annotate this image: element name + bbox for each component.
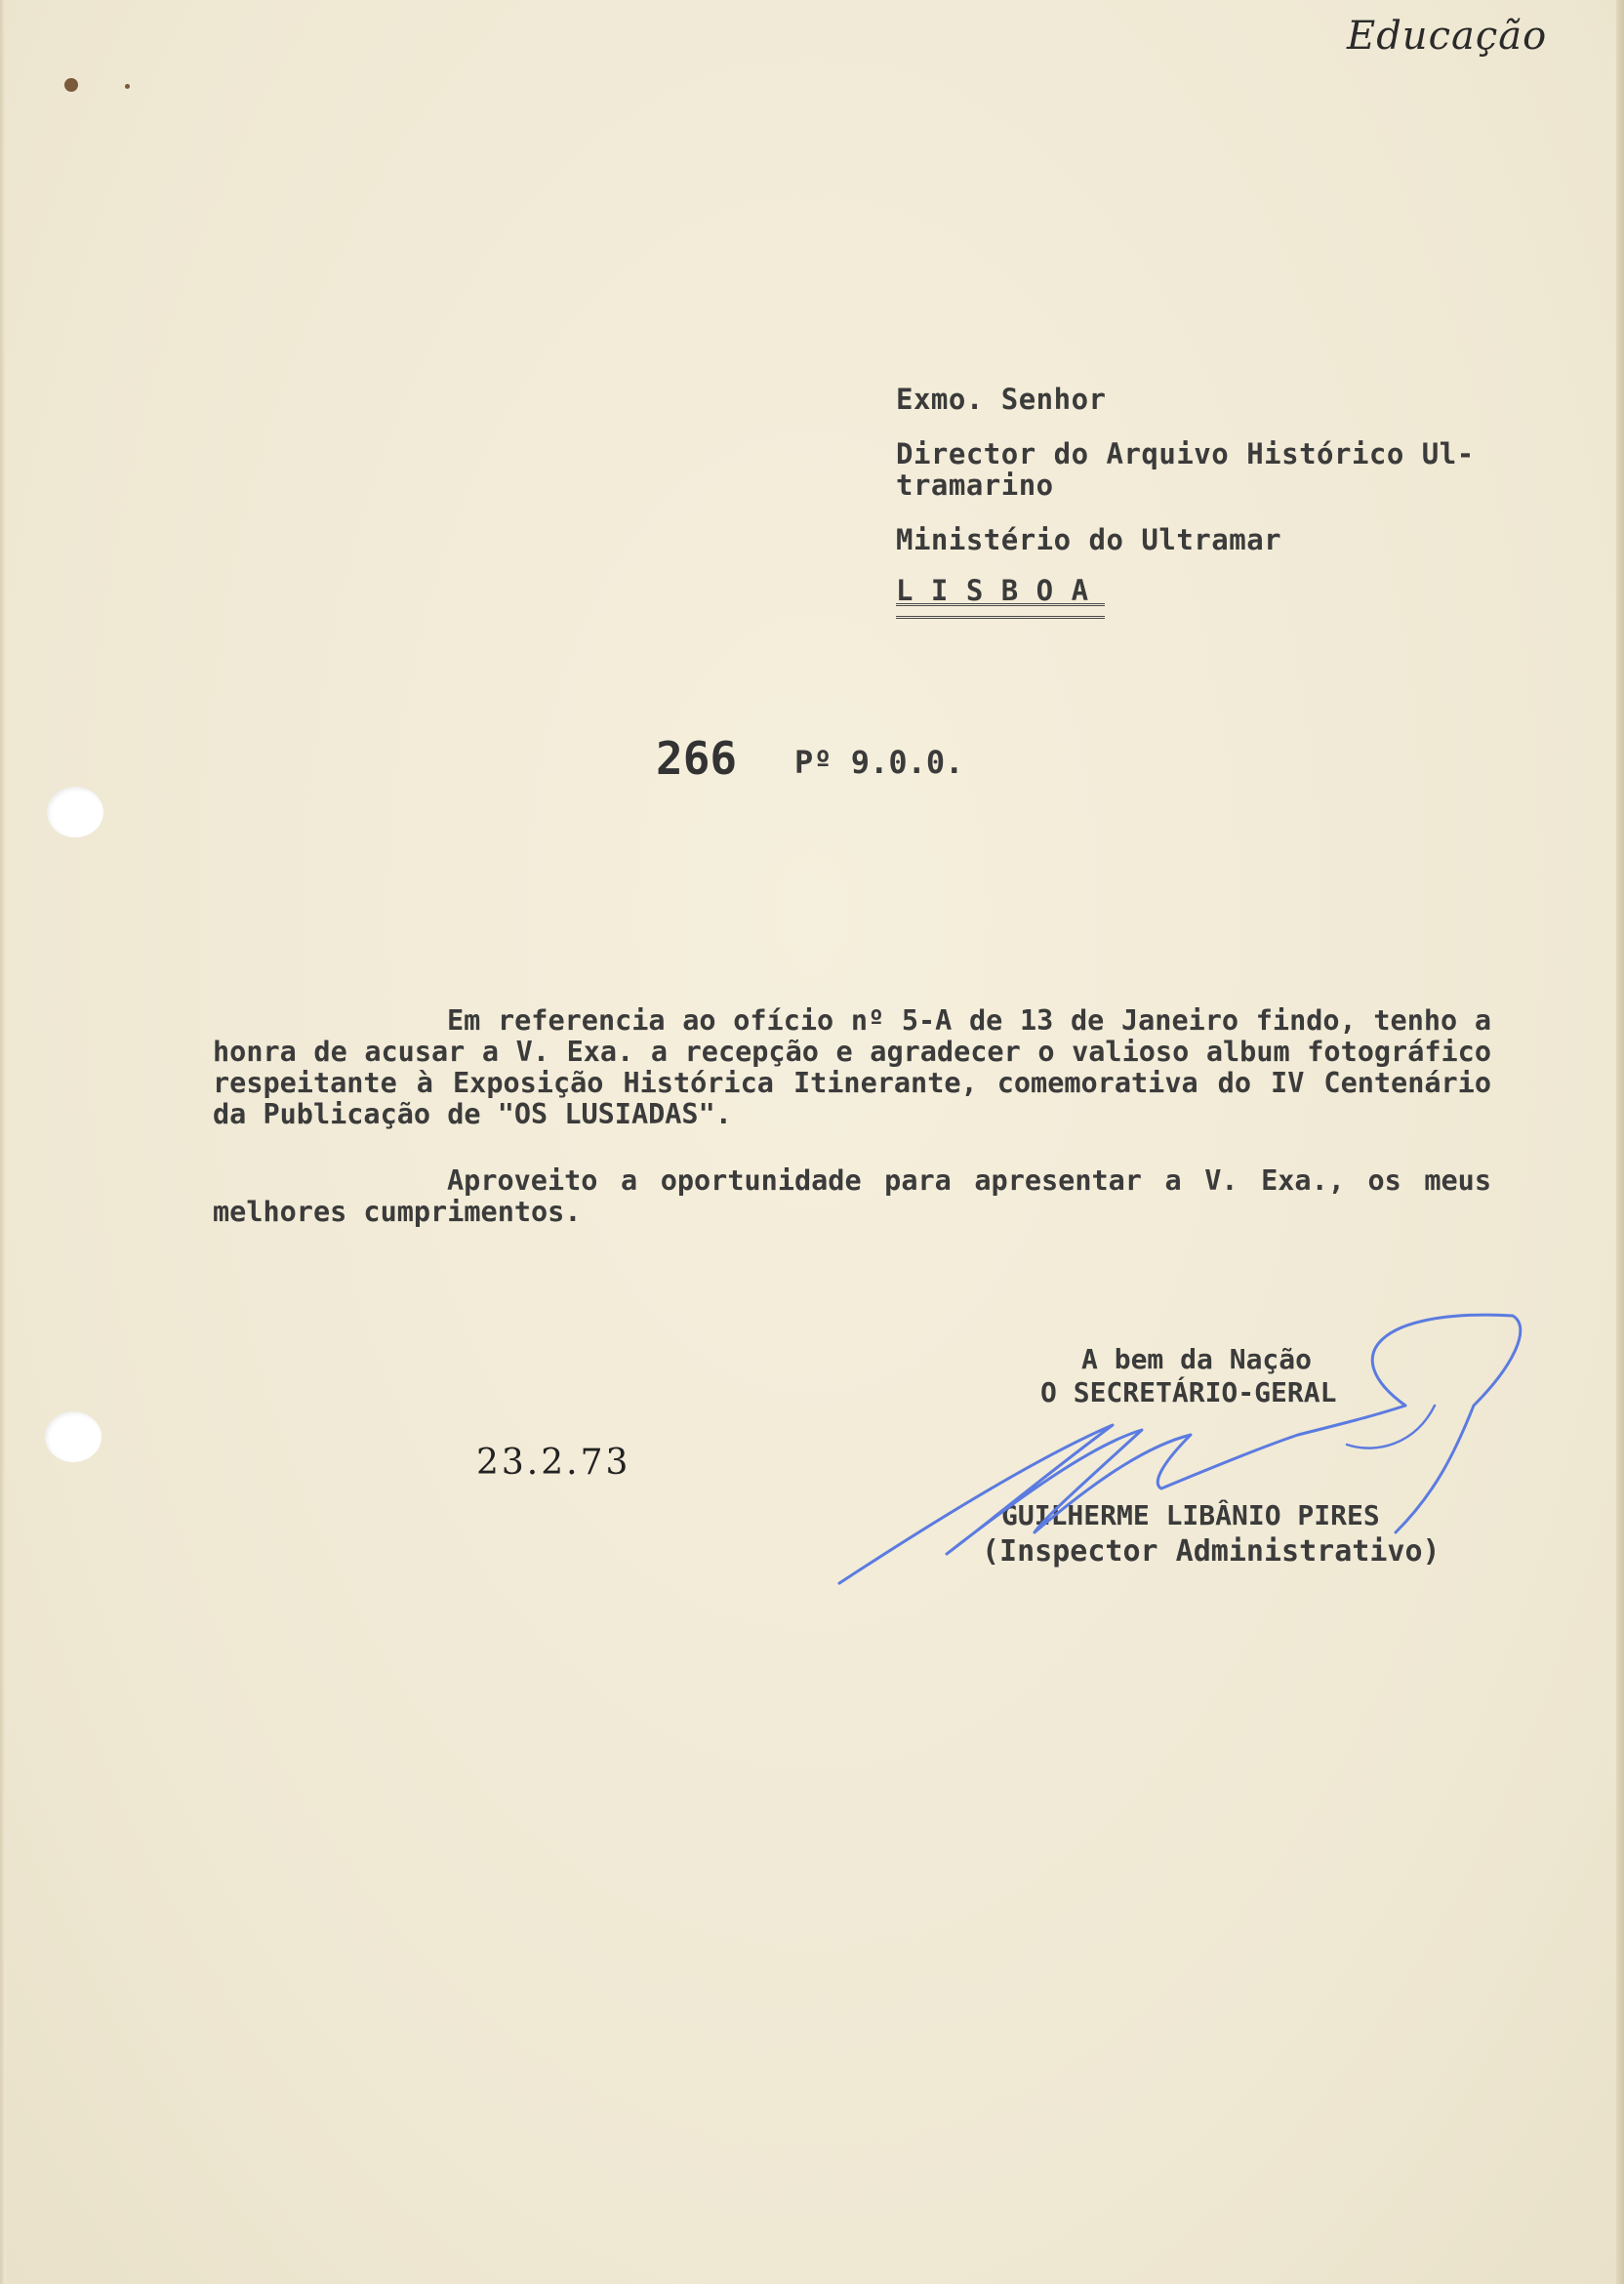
handwritten-date: 23.2.73 (476, 1443, 631, 1483)
body-paragraph-2: Aproveito a oportunidade para apresentar a V. Exa., os meus melhores cumprimentos. (213, 1164, 1491, 1228)
punch-hole-bottom (45, 1411, 102, 1462)
signatory-name: GUILHERME LIBÂNIO PIRES (1001, 1499, 1380, 1531)
signature-icon (830, 1298, 1552, 1611)
signatory-position: (Inspector Administrativo) (982, 1534, 1441, 1569)
salutation: Exmo. Senhor (896, 383, 1107, 416)
reference-number: 266 (656, 732, 738, 785)
paper-edge-left (0, 0, 6, 2284)
stain-mark (64, 78, 78, 92)
margin-note: Educação (1347, 14, 1548, 59)
closing-role: O SECRETÁRIO-GERAL (1040, 1376, 1337, 1408)
punch-hole-top (47, 787, 103, 837)
stain-mark (125, 84, 130, 89)
ministry: Ministério do Ultramar (896, 523, 1282, 556)
paper-edge-right (1616, 0, 1624, 2284)
addressee-title-line1: Director do Arquivo Histórico Ul- (896, 437, 1475, 470)
process-code: Pº 9.0.0. (794, 744, 964, 781)
addressee-title-line2: tramarino (896, 469, 1054, 502)
city: L I S B O A (896, 574, 1089, 607)
closing-motto: A bem da Nação (1081, 1343, 1313, 1375)
body-paragraph-1: Em referencia ao ofício nº 5-A de 13 de Janeiro findo, tenho a honra de acusar a V. Exa. a recepção e agradecer o valioso album fotográfico respeitante à Exposição Histórica Itinerante, comemorativa do IV Centenário da Publicação de "OS LUSIADAS". (213, 1004, 1491, 1130)
city-underline (896, 603, 1105, 619)
